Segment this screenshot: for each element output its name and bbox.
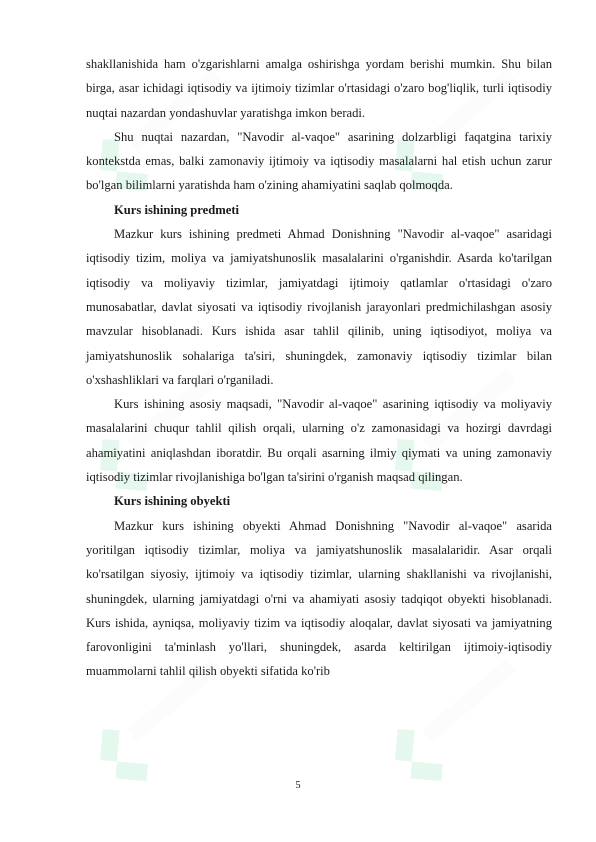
section-heading: Kurs ishining predmeti xyxy=(114,202,240,217)
paragraph: Mazkur kurs ishining obyekti Ahmad Donishning "Navodir al-vaqoe" asarida yoritilgan iqtisodiy tizimlar, moliya va jamiyatshunoslik masalalaridir. Asar orqali ko'rsatilgan siyosiy, ijtimoiy va iqtisodiy tizimlar, ularning shakllanishi va rivojlanishi, shuningdek, ularning jamiyatdagi o'rni va ahamiyati asosiy tadqiqot obyekti hisoblanadi. Kurs ishida, ayniqsa, moliyaviy tizim va iqtisodiy aloqalar, davlat siyosati va jamiyatning farovonligini ta'minlash yo'llari, shuningdek, asarda keltirilgan ijtimoiy-iqtisodiy muammolarni tahlil qilish obyekti sifatida ko'rib xyxy=(86,518,552,679)
paragraph: Shu nuqtai nazardan, "Navodir al-vaqoe" asarining dolzarbligi faqatgina tarixiy kontekstda emas, balki zamonaviy ijtimoiy va iqtisodiy masalalarni hal etish uchun zarur bo'lgan bilimlarni yaratishda ham o'zining ahamiyatini saqlab qolmoqda. xyxy=(86,129,552,193)
section-heading: Kurs ishining obyekti xyxy=(114,494,231,509)
document-page xyxy=(86,52,552,684)
page-number: 5 xyxy=(295,780,301,791)
paragraph: Kurs ishining asosiy maqsadi, "Navodir al-vaqoe" asarining iqtisodiy va moliyaviy masalalarini chuqur tahlil qilish orqali, ularning o'z zamonasidagi va hozirgi davrdagi ahamiyatini aniqlashdan iboratdir. Bu orqali asarning ilmiy qiymati va uning zamonaviy iqtisodiy tizimlar rivojlanishiga bo'lgan ta'sirini o'rganish maqsad qilingan. xyxy=(86,397,552,485)
paragraph: Mazkur kurs ishining predmeti Ahmad Donishning "Navodir al-vaqoe" asaridagi iqtisodiy tizim, moliya va jamiyatshunoslik masalalarini o'rganishdir. Asarda ko'tarilgan iqtisodiy va moliyaviy tizimlar, jamiyatdagi ijtimoiy qatlamlar o'rtasidagi o'zaro munosabatlar, davlat siyosati va iqtisodiy rivojlanish jarayonlari predmichilashgan asosiy mavzular hisoblanadi. Kurs ishida asar tahlil qilinib, uning iqtisodiyot, moliya va jamiyatshunoslik sohalariga ta'siri, shuningdek, zamonaviy iqtisodiy tizimlar bilan o'xshashliklari va farqlari o'rganiladi. xyxy=(86,227,552,387)
paragraph: shakllanishida ham o'zgarishlarni amalga oshirishga yordam berishi mumkin. Shu bilan birga, asar ichidagi iqtisodiy va ijtimoiy tizimlar o'rtasidagi o'zaro bog'liqlik, turli iqtisodiy nuqtai nazardan yondashuvlar yaratishga imkon beradi. xyxy=(86,57,552,120)
